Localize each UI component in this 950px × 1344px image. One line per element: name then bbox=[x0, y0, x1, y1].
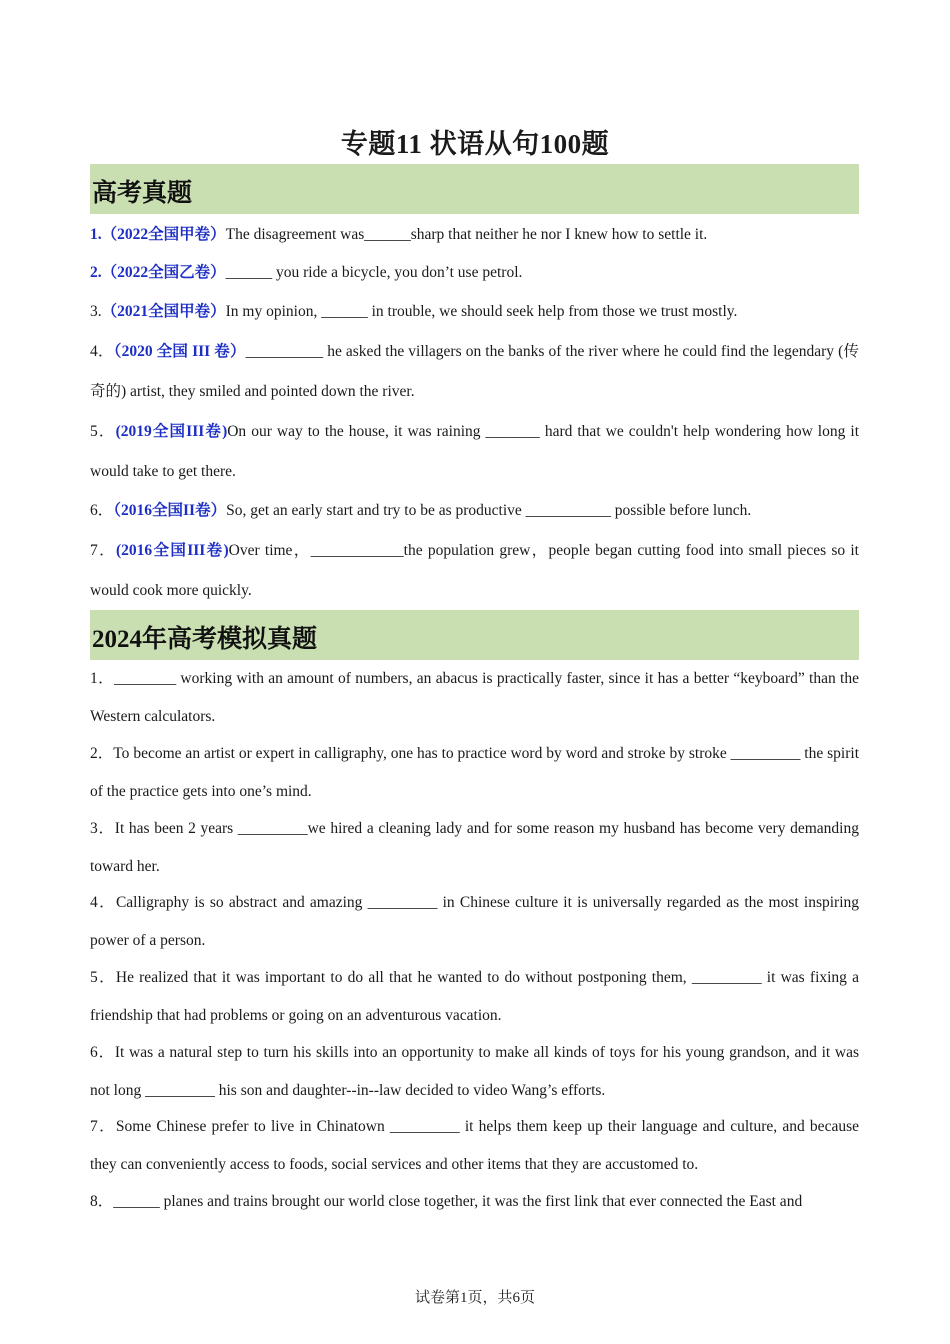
question-item: 5．He realized that it was important to do all that he wanted to do without postponing them, _________ it was fixing a friendship that had problems or going on an adventurous vacation. bbox=[90, 969, 859, 1024]
question-text: ______ you ride a bicycle, you don’t use petrol. bbox=[225, 264, 523, 281]
question-number: 7． bbox=[90, 542, 116, 559]
question-item bbox=[90, 253, 859, 293]
question-source: （2022全国乙卷） bbox=[101, 264, 226, 281]
question-source: (2016全国III卷) bbox=[115, 542, 229, 559]
question-item bbox=[90, 215, 859, 255]
question-source: (2019全国III卷) bbox=[115, 423, 228, 440]
question-number: 1. bbox=[90, 226, 102, 243]
question-item bbox=[90, 332, 859, 412]
question-number: 4． bbox=[90, 343, 114, 360]
question-number: 3. bbox=[90, 303, 102, 320]
section-heading: 高考真题 bbox=[92, 180, 193, 207]
question-number: 5． bbox=[90, 423, 116, 440]
question-item: 4．Calligraphy is so abstract and amazing _________ in Chinese culture it is universally regarded as the most inspiring power of a person. bbox=[90, 894, 859, 949]
question-text: On our way to the house, it was raining _______ hard that we couldn't help wondering how long it would take to get there. bbox=[90, 423, 859, 480]
question-text: The disagreement was______sharp that neither he nor I knew how to settle it. bbox=[225, 226, 708, 243]
question-source: （2021全国甲卷） bbox=[101, 303, 226, 320]
question-item: 6．It was a natural step to turn his skills into an opportunity to make all kinds of toys for his young grandson, and it was not long _________ his son and daughter--in--law decided to video Wang’s efforts. bbox=[90, 1044, 859, 1099]
question-source: （2016全国II卷） bbox=[113, 502, 227, 519]
question-item: 1．________ working with an amount of numbers, an abacus is practically faster, since it has a better “keyboard” than the Western calculators. bbox=[90, 670, 859, 725]
question-source: （2022全国甲卷） bbox=[101, 226, 226, 243]
question-number: 2. bbox=[90, 264, 102, 281]
question-source: （2020 全国 III 卷） bbox=[113, 343, 246, 360]
question-item bbox=[90, 491, 859, 531]
question-number: 6． bbox=[90, 502, 114, 519]
question-item: 3．It has been 2 years _________we hired a cleaning lady and for some reason my husband has become very demanding toward her. bbox=[90, 820, 859, 875]
question-item: 7．Some Chinese prefer to live in Chinatown _________ it helps them keep up their language and culture, and because they can conveniently access to foods, social services and other items that they are accustomed to. bbox=[90, 1118, 859, 1173]
section-header-mock bbox=[90, 610, 859, 660]
question-item: 8．______ planes and trains brought our world close together, it was the first link that ever connected the East and bbox=[90, 1193, 803, 1210]
question-item bbox=[90, 292, 859, 332]
page-title: 专题11 状语从句100题 bbox=[340, 129, 610, 159]
question-item bbox=[90, 412, 859, 492]
question-text: In my opinion, ______ in trouble, we should seek help from those we trust mostly. bbox=[225, 303, 738, 320]
question-text: Over time，____________the population grew，people began cutting food into small pieces so it would cook more quickly. bbox=[90, 542, 859, 599]
question-text: So, get an early start and try to be as productive ___________ possible before lunch. bbox=[226, 502, 752, 519]
question-text: __________ he asked the villagers on the banks of the river where he could find the legendary (传奇的) artist, they smiled and pointed down the river. bbox=[90, 343, 859, 400]
section-heading: 2024年高考模拟真题 bbox=[92, 626, 318, 653]
page-footer: 试卷第1页，共6页 bbox=[414, 1290, 535, 1306]
question-item bbox=[90, 531, 859, 611]
section-header-gaokao bbox=[90, 164, 859, 214]
question-item: 2．To become an artist or expert in calligraphy, one has to practice word by word and stroke by stroke _________ the spirit of the practice gets into one’s mind. bbox=[90, 745, 859, 800]
